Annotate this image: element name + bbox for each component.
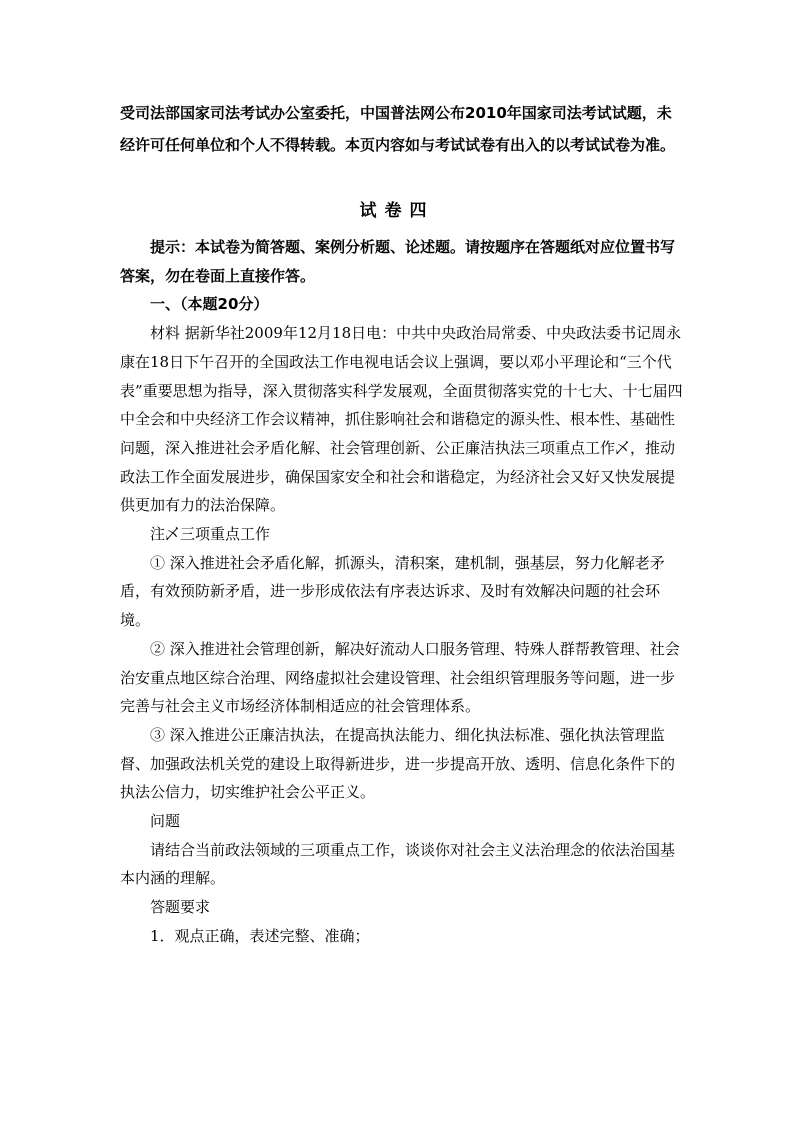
exam-hint-text: 提示：本试卷为简答题、案例分析题、论述题。请按题序在答题纸对应位置书写答案，勿在卷面上直接作答。 <box>120 238 676 285</box>
copyright-notice-text: 受司法部国家司法考试办公室委托，中国普法网公布2010年国家司法考试试题，未经许可任何单位和个人不得转载。本页内容如与考试试卷有出入的以考试试卷为准。 <box>120 104 676 154</box>
list-item: ② 深入推进社会管理创新，解决好流动人口服务管理、特殊人群帮教管理、社会治安重点地区综合治理、网络虚拟社会建设管理、社会组织管理服务等问题，进一步完善与社会主义市场经济体制相适应的社会管理体系。 <box>120 639 680 716</box>
question-text: 请结合当前政法领域的三项重点工作，谈谈你对社会主义法治理念的依法治国基本内涵的理解。 <box>120 840 676 888</box>
exam-hint <box>120 233 685 290</box>
requirements-heading: 答题要求 <box>150 898 211 917</box>
copyright-notice <box>120 97 685 161</box>
section-heading: 一、（本题20分） <box>150 295 269 314</box>
list-item: ① 深入推进社会矛盾化解，抓源头，清积案，建机制，强基层，努力化解老矛盾，有效预防新矛盾，进一步形成依法有序表达诉求、及时有效解决问题的社会环境。 <box>120 553 665 630</box>
note-heading: 注乄三项重点工作 <box>150 525 271 544</box>
requirement-item: 1．观点正确，表述完整、准确； <box>150 926 370 945</box>
list-item: ③ 深入推进公正廉洁执法，在提高执法能力、细化执法标准、强化执法管理监督、加强政法机关党的建设上取得新进步，进一步提高开放、透明、信息化条件下的执法公信力，切实维护社会公平正义。 <box>120 725 676 802</box>
exam-title: 试卷四 <box>359 201 435 221</box>
material-paragraph: 材料 据新华社2009年12月18日电：中共中央政治局常委、中央政法委书记周永康在18日下午召开的全国政法工作电视电话会议上强调，要以邓小平理论和“三个代表”重要思想为指导，深入贯彻落实科学发展观，全面贯彻落实党的十七大、十七届四中全会和中央经济工作会议精神，抓住影响社会和谐稳定的源头性、根本性、基础性问题，深入推进社会矛盾化解、社会管理创新、公正廉洁执法三项重点工作乄，推动政法工作全面发展进步，确保国家安全和社会和谐稳定，为经济社会又好又快发展提供更加有力的法治保障。 <box>120 324 683 515</box>
question-heading: 问题 <box>150 812 181 831</box>
exam-body <box>120 233 685 951</box>
